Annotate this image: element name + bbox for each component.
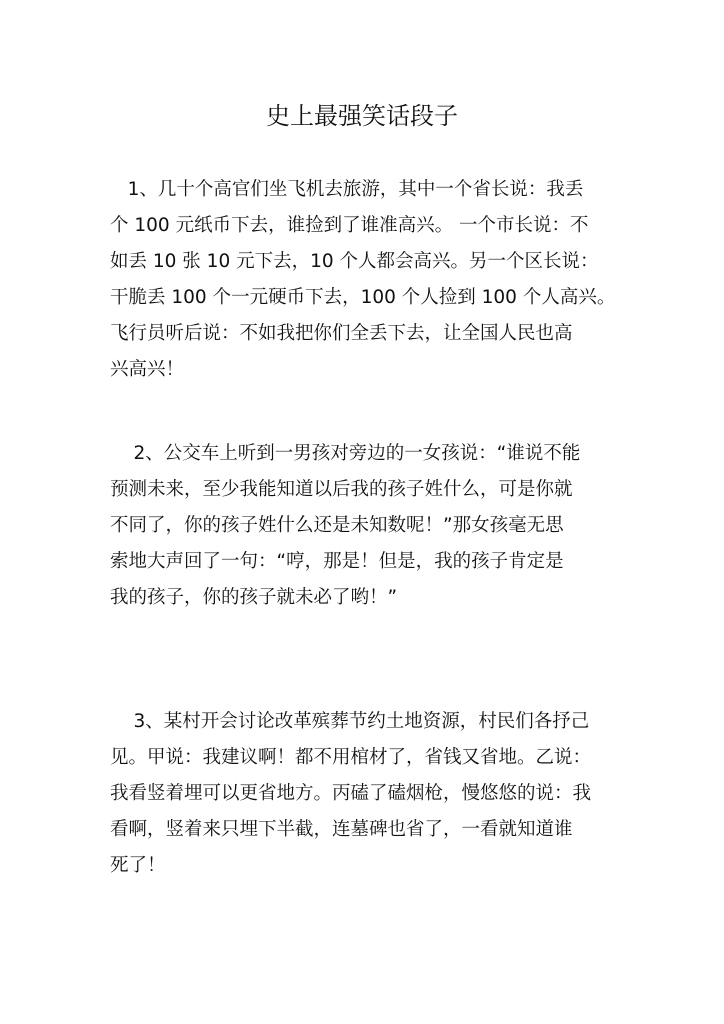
paragraph-line: 个 100 元纸币下去，谁捡到了谁准高兴。 一个市长说：不 — [110, 215, 589, 236]
paragraph-line: 见。甲说：我建议啊！都不用棺材了，省钱又省地。乙说： — [110, 747, 592, 768]
paragraph-line: 干脆丢 100 个一元硬币下去，100 个人捡到 100 个人高兴。 — [110, 287, 616, 308]
joke-paragraph-1 — [110, 172, 630, 388]
paragraph-line: 看啊，竖着来只埋下半截，连墓碑也省了，一看就知道谁 — [110, 819, 573, 840]
paragraph-line: 预测未来，至少我能知道以后我的孩子姓什么，可是你就 — [110, 479, 573, 500]
joke-paragraph-2 — [110, 436, 630, 616]
paragraph-line: 死了！ — [110, 855, 166, 876]
paragraph-line: 兴高兴！ — [110, 359, 185, 380]
paragraph-line: 3、某村开会讨论改革殡葬节约土地资源，村民们各抒己 — [110, 711, 590, 732]
joke-paragraph-3 — [110, 704, 630, 884]
paragraph-line: 索地大声回了一句：“哼，那是！但是，我的孩子肯定是 — [110, 551, 564, 572]
paragraph-line: 如丢 10 张 10 元下去，10 个人都会高兴。另一个区长说： — [110, 251, 599, 272]
paragraph-line: 我的孩子，你的孩子就未必了哟！” — [110, 587, 398, 608]
paragraph-line: 2、公交车上听到一男孩对旁边的一女孩说：“谁说不能 — [110, 443, 581, 464]
paragraph-line: 飞行员听后说：不如我把你们全丢下去，让全国人民也高 — [110, 323, 573, 344]
paragraph-line: 1、几十个高官们坐飞机去旅游，其中一个省长说：我丢 — [110, 179, 584, 200]
paragraph-line: 我看竖着埋可以更省地方。丙磕了磕烟枪，慢悠悠的说：我 — [110, 783, 592, 804]
page-title: 史上最强笑话段子 — [266, 102, 458, 130]
paragraph-line: 不同了，你的孩子姓什么还是未知数呢！”那女孩毫无思 — [110, 515, 564, 536]
